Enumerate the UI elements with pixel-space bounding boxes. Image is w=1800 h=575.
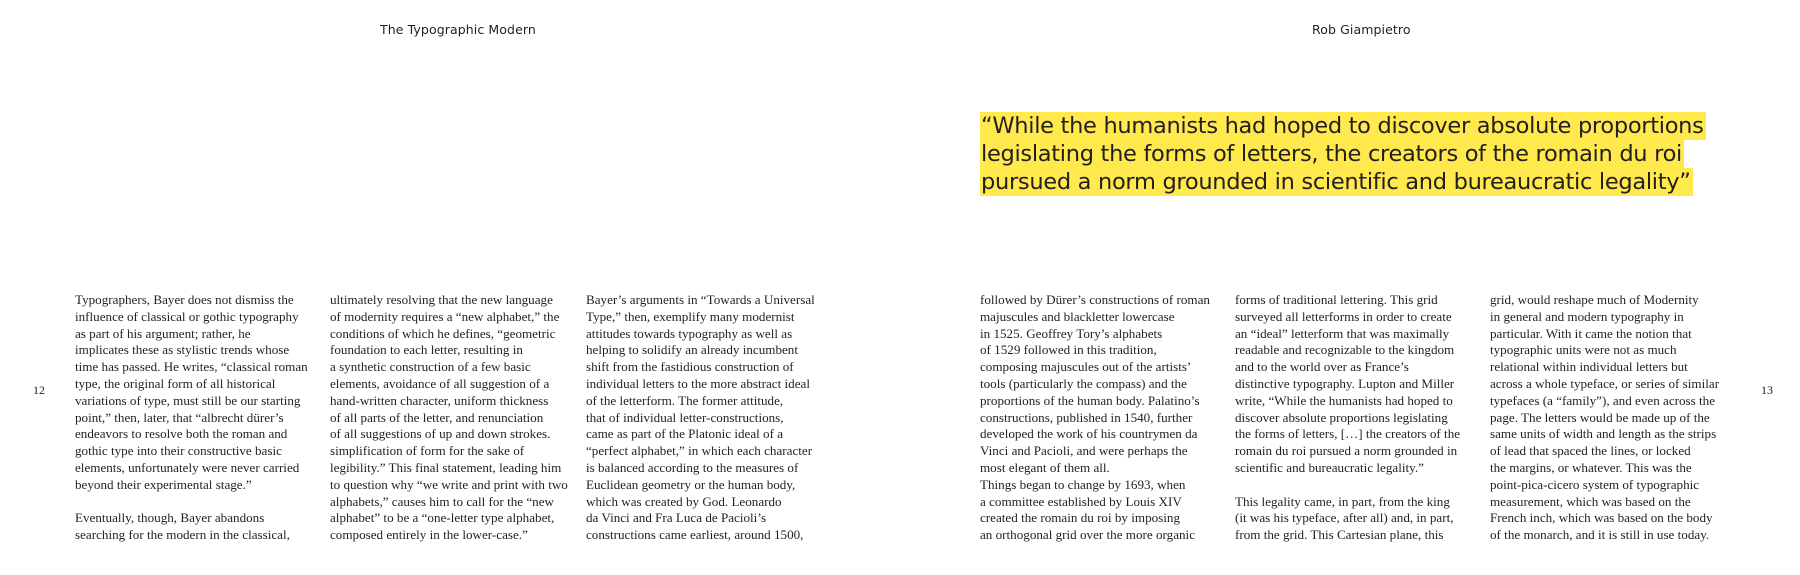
text-line: beyond their experimental stage.” <box>75 476 252 492</box>
paragraph-gap <box>1235 477 1480 494</box>
text-line: page. The letters would be made up of the <box>1490 409 1710 425</box>
text-line: alphabets,” causes him to call for the “new <box>330 493 554 509</box>
text-line: of lead that spaced the lines, or locked <box>1490 443 1691 459</box>
text-line: elements, avoidance of all suggestion of a <box>330 375 550 391</box>
page-number-right: 13 <box>1761 383 1773 397</box>
text-line: a committee established by Louis XIV <box>980 493 1182 509</box>
text-line: shift from the fastidious construction of <box>586 359 794 375</box>
text-line: is balanced according to the measures of <box>586 459 799 475</box>
text-line: Type,” then, exemplify many modernist <box>586 308 795 324</box>
text-line: This legality came, in part, from the king <box>1235 493 1450 509</box>
text-line: helping to solidify an already incumbent <box>586 342 798 358</box>
text-line: that of individual letter-constructions, <box>586 409 784 425</box>
text-line: legibility.” This final statement, leading him <box>330 459 562 475</box>
text-line: time has passed. He writes, “classical roman <box>75 359 308 375</box>
page-number-left: 12 <box>33 383 45 397</box>
text-line: of 1529 followed in this tradition, <box>980 342 1157 358</box>
text-line: grid, would reshape much of Modernity <box>1490 292 1699 307</box>
text-line: an “ideal” letterform that was maximally <box>1235 325 1450 341</box>
text-line: distinctive typography. Lupton and Miller <box>1235 375 1455 391</box>
text-line: ultimately resolving that the new language <box>330 292 553 307</box>
body-column-1 <box>75 292 320 544</box>
text-line: of modernity requires a “new alphabet,” the <box>330 308 560 324</box>
text-line: relational within individual letters but <box>1490 359 1688 375</box>
text-line: particular. With it came the notion that <box>1490 325 1692 341</box>
text-line: da Vinci and Fra Luca de Pacioli’s <box>586 510 767 526</box>
text-line: Euclidean geometry or the human body, <box>586 476 796 492</box>
text-line: followed by Dürer’s constructions of roman <box>980 292 1210 307</box>
text-line: Things began to change by 1693, when <box>980 476 1186 492</box>
text-line: and to the world over as France’s <box>1235 359 1409 375</box>
text-line: constructions came earliest, around 1500, <box>586 527 804 543</box>
text-line: same units of width and length as the strips <box>1490 426 1717 442</box>
text-line: the margins, or whatever. This was the <box>1490 459 1692 475</box>
text-line: composing majuscules out of the artists’ <box>980 359 1192 375</box>
text-line: “perfect alphabet,” in which each character <box>586 443 813 459</box>
text-line: the forms of letters, […] the creators of the <box>1235 426 1461 442</box>
text-line: typefaces (a “family”), and even across the <box>1490 392 1716 408</box>
text-line: in 1525. Geoffrey Tory’s alphabets <box>980 325 1163 341</box>
text-line: simplification of form for the sake of <box>330 443 525 459</box>
text-line: type, the original form of all historical <box>75 375 276 391</box>
text-line: of the monarch, and it is still in use today. <box>1490 527 1710 543</box>
text-line: to question why “we write and print with two <box>330 476 568 492</box>
text-line: forms of traditional lettering. This grid <box>1235 292 1438 307</box>
text-line: surveyed all letterforms in order to create <box>1235 308 1452 324</box>
text-line: implicates these as stylistic trends whose <box>75 342 290 358</box>
text-line: of the letterform. The former attitude, <box>586 392 784 408</box>
text-line: elements, unfortunately were never carried <box>75 459 300 475</box>
pull-quote-line: “While the humanists had hoped to discover absolute proportions <box>981 113 1704 139</box>
text-line: alphabet” to be a “one-letter type alphabet, <box>330 510 555 526</box>
text-line: proportions of the human body. Palatino’s <box>980 392 1200 408</box>
text-line: (it was his typeface, after all) and, in part, <box>1235 510 1454 526</box>
text-line: point-pica-cicero system of typographic <box>1490 476 1700 492</box>
paragraph-gap <box>75 494 320 511</box>
text-line: an orthogonal grid over the more organic <box>980 527 1196 543</box>
text-line: developed the work of his countrymen da <box>980 426 1198 442</box>
text-line: which was created by God. Leonardo <box>586 493 782 509</box>
body-column-3 <box>586 292 831 544</box>
text-line: readable and recognizable to the kingdom <box>1235 342 1455 358</box>
text-line: created the romain du roi by imposing <box>980 510 1180 526</box>
text-line: French inch, which was based on the body <box>1490 510 1713 526</box>
body-column-2 <box>330 292 575 544</box>
text-line: influence of classical or gothic typography <box>75 308 299 324</box>
text-line: gothic type into their constructive basic <box>75 443 282 459</box>
text-line: of all suggestions of up and down strokes. <box>330 426 551 442</box>
pull-quote-line: pursued a norm grounded in scientific and bureaucratic legality” <box>981 169 1691 195</box>
text-line: conditions of which he defines, “geometric <box>330 325 556 341</box>
running-head-title: The Typographic Modern <box>380 22 536 37</box>
text-line: individual letters to the more abstract ideal <box>586 375 810 391</box>
text-line: majuscules and blackletter lowercase <box>980 308 1175 324</box>
text-line: of all parts of the letter, and renunciation <box>330 409 544 425</box>
text-line: in general and modern typography in <box>1490 308 1684 324</box>
text-line: constructions, published in 1540, further <box>980 409 1193 425</box>
running-head-author: Rob Giampietro <box>1312 22 1411 37</box>
text-line: typographic units were not as much <box>1490 342 1677 358</box>
text-line: a synthetic construction of a few basic <box>330 359 531 375</box>
text-line: variations of type, must still be our starting <box>75 392 301 408</box>
highlighted-pull-quote <box>980 112 1704 196</box>
text-line: tools (particularly the compass) and the <box>980 375 1187 391</box>
text-line: Bayer’s arguments in “Towards a Universal <box>586 292 815 307</box>
text-line: across a whole typeface, or series of similar <box>1490 375 1720 391</box>
pull-quote-line: legislating the forms of letters, the creators of the romain du roi <box>981 141 1682 167</box>
text-line: most elegant of them all. <box>980 459 1110 475</box>
text-line: searching for the modern in the classical, <box>75 527 290 543</box>
text-line: from the grid. This Cartesian plane, this <box>1235 527 1444 543</box>
text-line: foundation to each letter, resulting in <box>330 342 523 358</box>
text-line: Typographers, Bayer does not dismiss the <box>75 292 294 307</box>
text-line: Eventually, though, Bayer abandons <box>75 510 265 526</box>
body-column-6 <box>1490 292 1735 544</box>
text-line: discover absolute proportions legislating <box>1235 409 1448 425</box>
text-line: write, “While the humanists had hoped to <box>1235 392 1453 408</box>
text-line: measurement, which was based on the <box>1490 493 1691 509</box>
body-column-5 <box>1235 292 1480 544</box>
text-line: romain du roi pursued a norm grounded in <box>1235 443 1458 459</box>
body-column-4 <box>980 292 1225 544</box>
text-line: scientific and bureaucratic legality.” <box>1235 459 1424 475</box>
text-line: hand-written character, uniform thickness <box>330 392 549 408</box>
text-line: attitudes towards typography as well as <box>586 325 793 341</box>
text-line: came as part of the Platonic ideal of a <box>586 426 784 442</box>
text-line: as part of his argument; rather, he <box>75 325 251 341</box>
text-line: point,” then, later, that “albrecht dürer’s <box>75 409 284 425</box>
text-line: composed entirely in the lower-case.” <box>330 527 528 543</box>
text-line: Vinci and Pacioli, and were perhaps the <box>980 443 1188 459</box>
text-line: endeavors to resolve both the roman and <box>75 426 288 442</box>
